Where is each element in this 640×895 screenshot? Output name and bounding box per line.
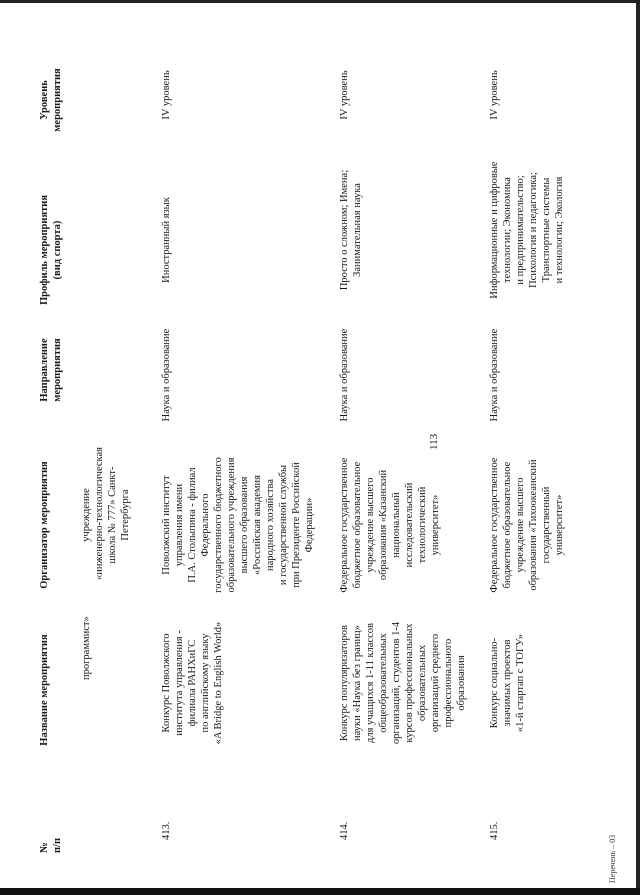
row414-name-line: курсов профессиональных xyxy=(404,623,415,743)
row413-level-line: IV уровень xyxy=(161,70,172,120)
row415-level xyxy=(488,60,501,130)
row415-org-line: государственный xyxy=(541,486,552,564)
row414-level xyxy=(338,60,351,130)
row414-org-line: университет» xyxy=(430,494,441,556)
header-profile-line: (вид спорта) xyxy=(52,220,63,280)
row414-name-line: образования xyxy=(456,655,467,711)
header-org-line: Организатор мероприятия xyxy=(39,461,50,589)
header-level-line: мероприятия xyxy=(52,68,63,132)
row414-dir-line: Наука и образование xyxy=(339,328,350,422)
row415-profile-line: Психология и педагогика; xyxy=(528,172,539,288)
row413-org-line: при Президенте Российской xyxy=(291,462,302,588)
row415-org-line: образования «Тихоокеанский xyxy=(528,459,539,591)
row413-name-line: Конкурс Поволжского xyxy=(161,633,172,733)
row414-profile-line: Просто о сложном; Имена; xyxy=(339,169,350,291)
row415-dir xyxy=(488,310,501,440)
row415-level-line: IV уровень xyxy=(489,70,500,120)
row415-profile-line: и технологии; Экология xyxy=(554,176,565,284)
row415-name-line: значимых проектов xyxy=(502,639,513,727)
row413-org-line: «Российская академия xyxy=(252,475,263,575)
row415-profile-line: Транспортные системы xyxy=(541,177,552,283)
header-dir-line: Направление xyxy=(39,338,50,402)
page-number: 113 xyxy=(428,433,440,450)
row414-org-line: исследовательский xyxy=(404,482,415,568)
row0-org-line: Петербурга xyxy=(120,489,131,541)
row413-org-line: и государственной службы xyxy=(278,464,289,586)
row415-profile-line: Информационные и цифровые xyxy=(489,161,500,299)
row414-name-line: общеобразовательных xyxy=(378,633,389,733)
row413-profile xyxy=(160,175,173,305)
footer-label: Перечень – 03 xyxy=(608,834,617,883)
row414-num: 414. xyxy=(339,821,350,840)
row0-org-line: «инженерно-технологическая xyxy=(94,447,105,580)
row414-org xyxy=(338,455,442,595)
row413-level xyxy=(160,60,173,130)
header-level xyxy=(38,60,64,140)
row414-org-line: национальный xyxy=(391,492,402,558)
row414-name-line: организаций, студентов 1-4 xyxy=(391,621,402,745)
row414-org-line: Федеральное государственное xyxy=(339,457,350,593)
row414-org-line: образования «Казанский xyxy=(378,469,389,581)
row413-org xyxy=(160,455,316,595)
row413-name-line: филиала РАНХиГС xyxy=(187,639,198,727)
row414-name-line: Конкурс популяризаторов xyxy=(339,625,350,741)
row414-name-line: организаций среднего xyxy=(430,633,441,733)
row415-name-line: Конкурс социально- xyxy=(489,637,500,729)
header-num xyxy=(38,838,64,853)
row0-name-line: программист» xyxy=(81,616,92,680)
row414-profile xyxy=(338,155,364,305)
row413-org-line: П.А. Столыпина - филиал xyxy=(187,467,198,583)
row414-name-line: образовательных xyxy=(417,644,428,722)
row413-org-line: Поволжский институт xyxy=(161,475,172,575)
row413-org-line: государственного бюджетного xyxy=(213,457,224,593)
row414-name-line: профессионального xyxy=(443,638,454,728)
row415-org xyxy=(488,455,566,595)
row413-name-line: «A Bridge to English World» xyxy=(213,621,224,745)
row414-profile-line: Занимательная наука xyxy=(352,183,363,277)
row413-org-line: высшего образования xyxy=(239,476,250,574)
row0-name xyxy=(80,616,93,680)
row413-org-line: Федерации» xyxy=(304,497,315,553)
row414-name-line: для учащихся 1-11 классов xyxy=(365,623,376,744)
header-profile-line: Профиль мероприятия xyxy=(39,194,50,306)
row415-num: 415. xyxy=(489,821,500,840)
row415-org-line: учреждение высшего xyxy=(515,477,526,573)
header-org xyxy=(38,460,51,590)
header-profile xyxy=(38,175,64,325)
header-dir xyxy=(38,315,64,425)
row413-num: 413. xyxy=(161,821,172,840)
header-num-line: п/п xyxy=(52,837,63,853)
header-name xyxy=(38,630,51,750)
row414-dir xyxy=(338,310,351,440)
header-num-line: № xyxy=(39,842,50,853)
row413-org-line: Федерального xyxy=(200,493,211,557)
row413-profile-line: Иностранный язык xyxy=(161,197,172,283)
row413-dir xyxy=(160,310,173,440)
row414-name-line: науки «Наука без границ» xyxy=(352,625,363,741)
row0-org-line: школа № 777» Санкт- xyxy=(107,466,118,564)
row415-name xyxy=(488,618,527,748)
header-dir-line: мероприятия xyxy=(52,338,63,402)
row0-org-line: учреждение xyxy=(81,488,92,542)
header-level-line: Уровень xyxy=(39,80,50,120)
row0-org xyxy=(80,447,132,580)
row415-org-line: бюджетное образовательное xyxy=(502,461,513,589)
row414-org-line: технологический xyxy=(417,486,428,564)
row413-org-line: управления имени xyxy=(174,483,185,567)
row413-org-line: народного хозяйства xyxy=(265,478,276,572)
row415-profile-line: и предпринимательство; xyxy=(515,175,526,285)
row414-level-line: IV уровень xyxy=(339,70,350,120)
row414-org-line: учреждение высшего xyxy=(365,477,376,573)
row414-org-line: бюджетное образовательное xyxy=(352,461,363,589)
row415-profile xyxy=(488,145,566,315)
header-name-line: Название мероприятия xyxy=(39,634,50,746)
row413-name-line: по английскому языку xyxy=(200,633,211,733)
row414-name xyxy=(338,618,468,748)
row415-org-line: Федеральное государственное xyxy=(489,457,500,593)
row413-name xyxy=(160,618,225,748)
row415-dir-line: Наука и образование xyxy=(489,328,500,422)
row415-profile-line: технологии; Экономика xyxy=(502,177,513,283)
row415-name-line: «1-й стартап с ТОГУ» xyxy=(515,633,526,733)
row413-name-line: института управления - xyxy=(174,630,185,736)
row413-org-line: образовательного учреждения xyxy=(226,457,237,593)
row415-org-line: университет» xyxy=(554,494,565,556)
row413-dir-line: Наука и образование xyxy=(161,328,172,422)
